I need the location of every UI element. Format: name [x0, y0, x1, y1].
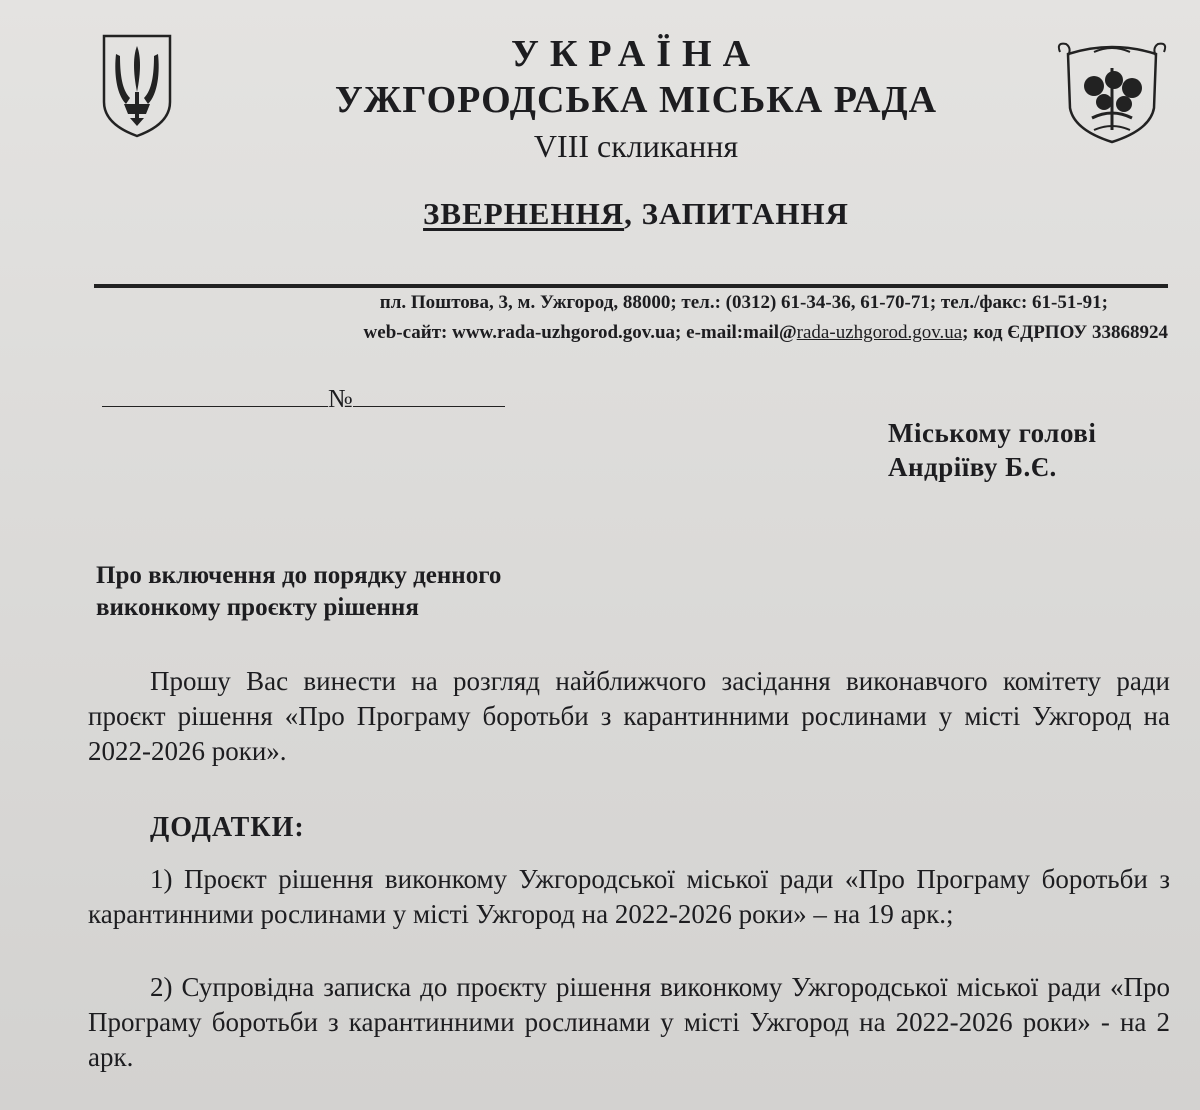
number-sign: № [328, 384, 353, 413]
contacts-web-prefix: web-сайт: www.rada-uzhgorod.gov.ua; e-mail:mail@ [363, 322, 797, 343]
document-type-underlined: ЗВЕРНЕННЯ [423, 196, 625, 231]
document-type-rest: , ЗАПИТАННЯ [624, 196, 849, 231]
request-paragraph: Прошу Вас винести на розгляд найближчого засідання виконавчого комітету ради проєкт рішення «Про Програму боротьби з карантинними рослинами у місті Ужгород на 2022-2026 роки». [88, 666, 1170, 766]
appendix-item: 1) Проєкт рішення виконкому Ужгородської міської ради «Про Програму боротьби з карантинними рослинами у місті Ужгород на 2022-2026 роки» – на 19 арк.; [88, 864, 1170, 929]
header-divider [94, 284, 1168, 288]
appendix-item: 2) Супровідна записка до проєкту рішення виконкому Ужгородської міської ради «Про Програму боротьби з карантинними рослинами у місті Ужгород на 2022-2026 роки» - на 2 арк. [88, 972, 1170, 1072]
contacts-web-suffix: ; код ЄДРПОУ 33868924 [962, 322, 1168, 343]
convocation-label: VIII скликання [533, 128, 739, 164]
number-blank [353, 386, 505, 407]
appendix-title: ДОДАТКИ: [150, 812, 305, 843]
country-title: УКРАЇНА [510, 33, 762, 75]
council-title: УЖГОРОДСЬКА МІСЬКА РАДА [334, 79, 938, 121]
date-blank [102, 386, 328, 407]
subject-line-2: виконкому проєкту рішення [96, 594, 419, 621]
registration-line [102, 384, 505, 414]
addressee-position: Міському голові [888, 418, 1097, 448]
subject-line-1: Про включення до порядку денного [96, 562, 502, 589]
addressee-name: Андріїву Б.Є. [888, 452, 1057, 482]
contacts-web [364, 322, 1168, 344]
email-domain-link[interactable]: rada-uzhgorod.gov.ua [796, 322, 963, 343]
document-type [0, 196, 1200, 232]
contacts-address: пл. Поштова, 3, м. Ужгород, 88000; тел.: (0312) 61-34-36, 61-70-71; тел./факс: 61-51-91; [379, 292, 1108, 313]
